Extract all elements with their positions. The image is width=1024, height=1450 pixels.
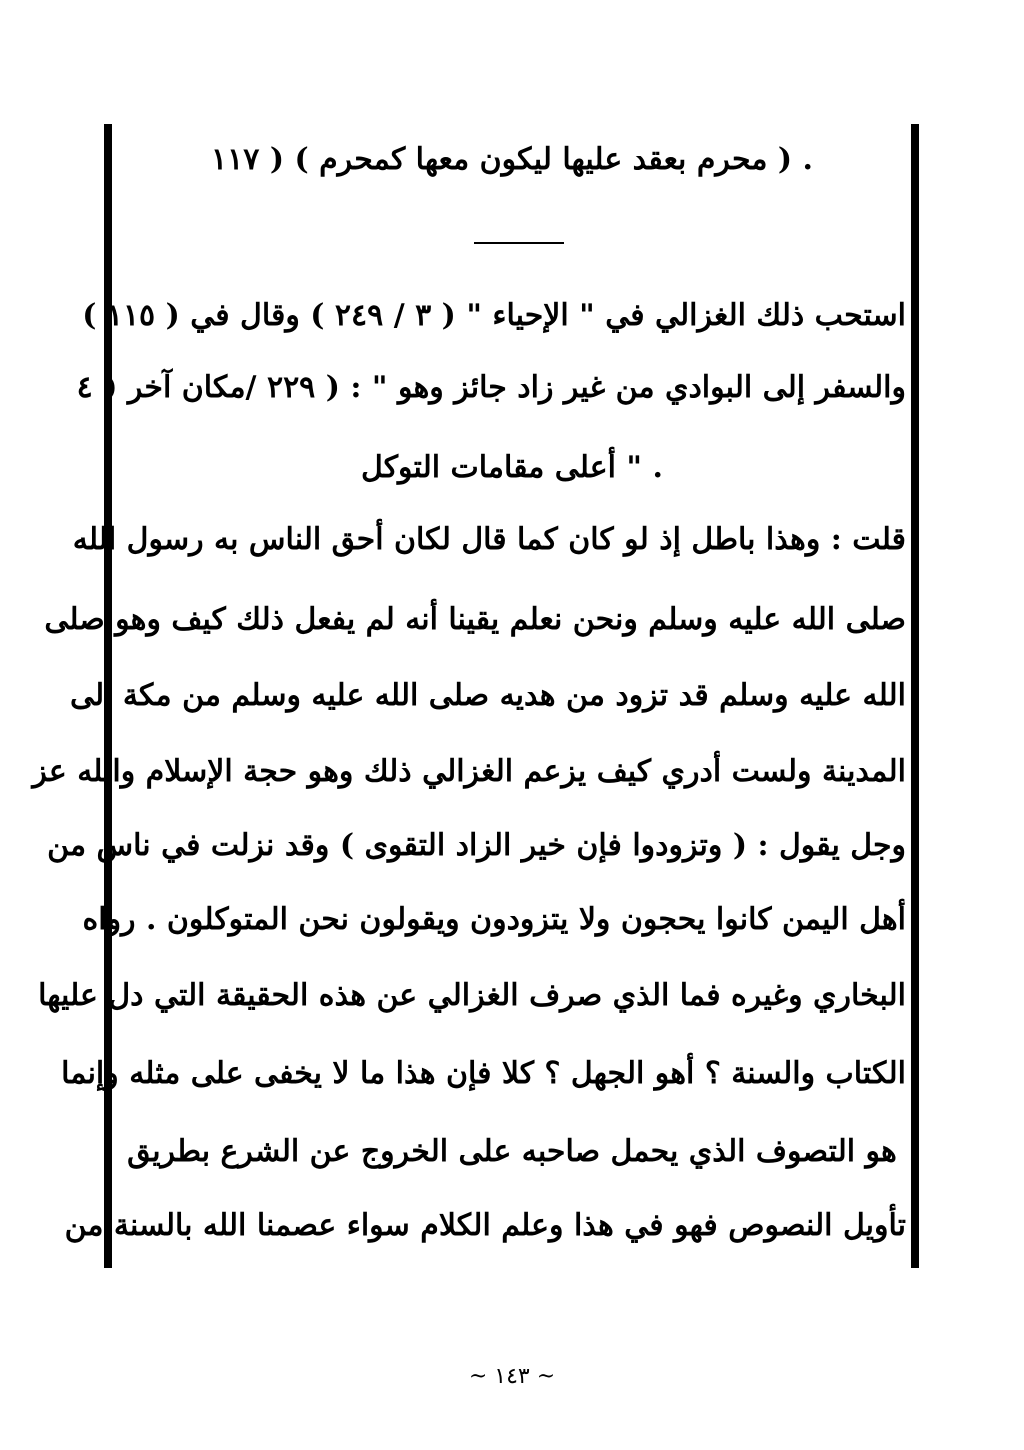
footnote-separator xyxy=(474,242,564,244)
footnote-line-1: استحب ذلك الغزالي في " الإحياء " ( ٣ / ٢٤٩ ) وقال في ( ١١٥ ) xyxy=(82,298,906,333)
body-line-6: أهل اليمن كانوا يحجون ولا يتزودون ويقولون نحن المتوكلون . رواه xyxy=(82,902,906,937)
body-line-4: المدينة ولست أدري كيف يزعم الغزالي ذلك وهو حجة الإسلام والله عز xyxy=(32,754,906,789)
continued-footnote-line: . ( محرم بعقد عليها ليكون معها كمحرم ) ( ١١٧ xyxy=(211,142,813,177)
body-line-10: تأويل النصوص فهو في هذا وعلم الكلام سواء عصمنا الله بالسنة من xyxy=(64,1208,906,1243)
right-border-bar xyxy=(911,124,919,1268)
body-line-8: الكتاب والسنة ؟ أهو الجهل ؟ كلا فإن هذا ما لا يخفى على مثله وإنما xyxy=(61,1056,906,1091)
body-line-2: صلى الله عليه وسلم ونحن نعلم يقينا أنه لم يفعل ذلك كيف وهو صلى xyxy=(44,602,906,637)
body-line-1: قلت : وهذا باطل إذ لو كان كما قال لكان أحق الناس به رسول الله xyxy=(72,522,906,557)
footnote-line-3: . " أعلى مقامات التوكل xyxy=(361,450,663,485)
body-line-3: الله عليه وسلم قد تزود من هديه صلى الله عليه وسلم من مكة إلى xyxy=(69,678,906,713)
footnote-line-2: والسفر إلى البوادي من غير زاد جائز وهو " : ( ٢٢٩ /مكان آخر ( ٤ xyxy=(76,370,906,405)
page-number: ~ ١٤٣ ~ xyxy=(468,1364,556,1389)
body-line-5: وجل يقول : ( وتزودوا فإن خير الزاد التقوى ) وقد نزلت في ناس من xyxy=(47,828,906,863)
body-line-7: البخاري وغيره فما الذي صرف الغزالي عن هذه الحقيقة التي دل عليها xyxy=(38,978,906,1013)
body-line-9: هو التصوف الذي يحمل صاحبه على الخروج عن الشرع بطريق xyxy=(127,1134,897,1169)
